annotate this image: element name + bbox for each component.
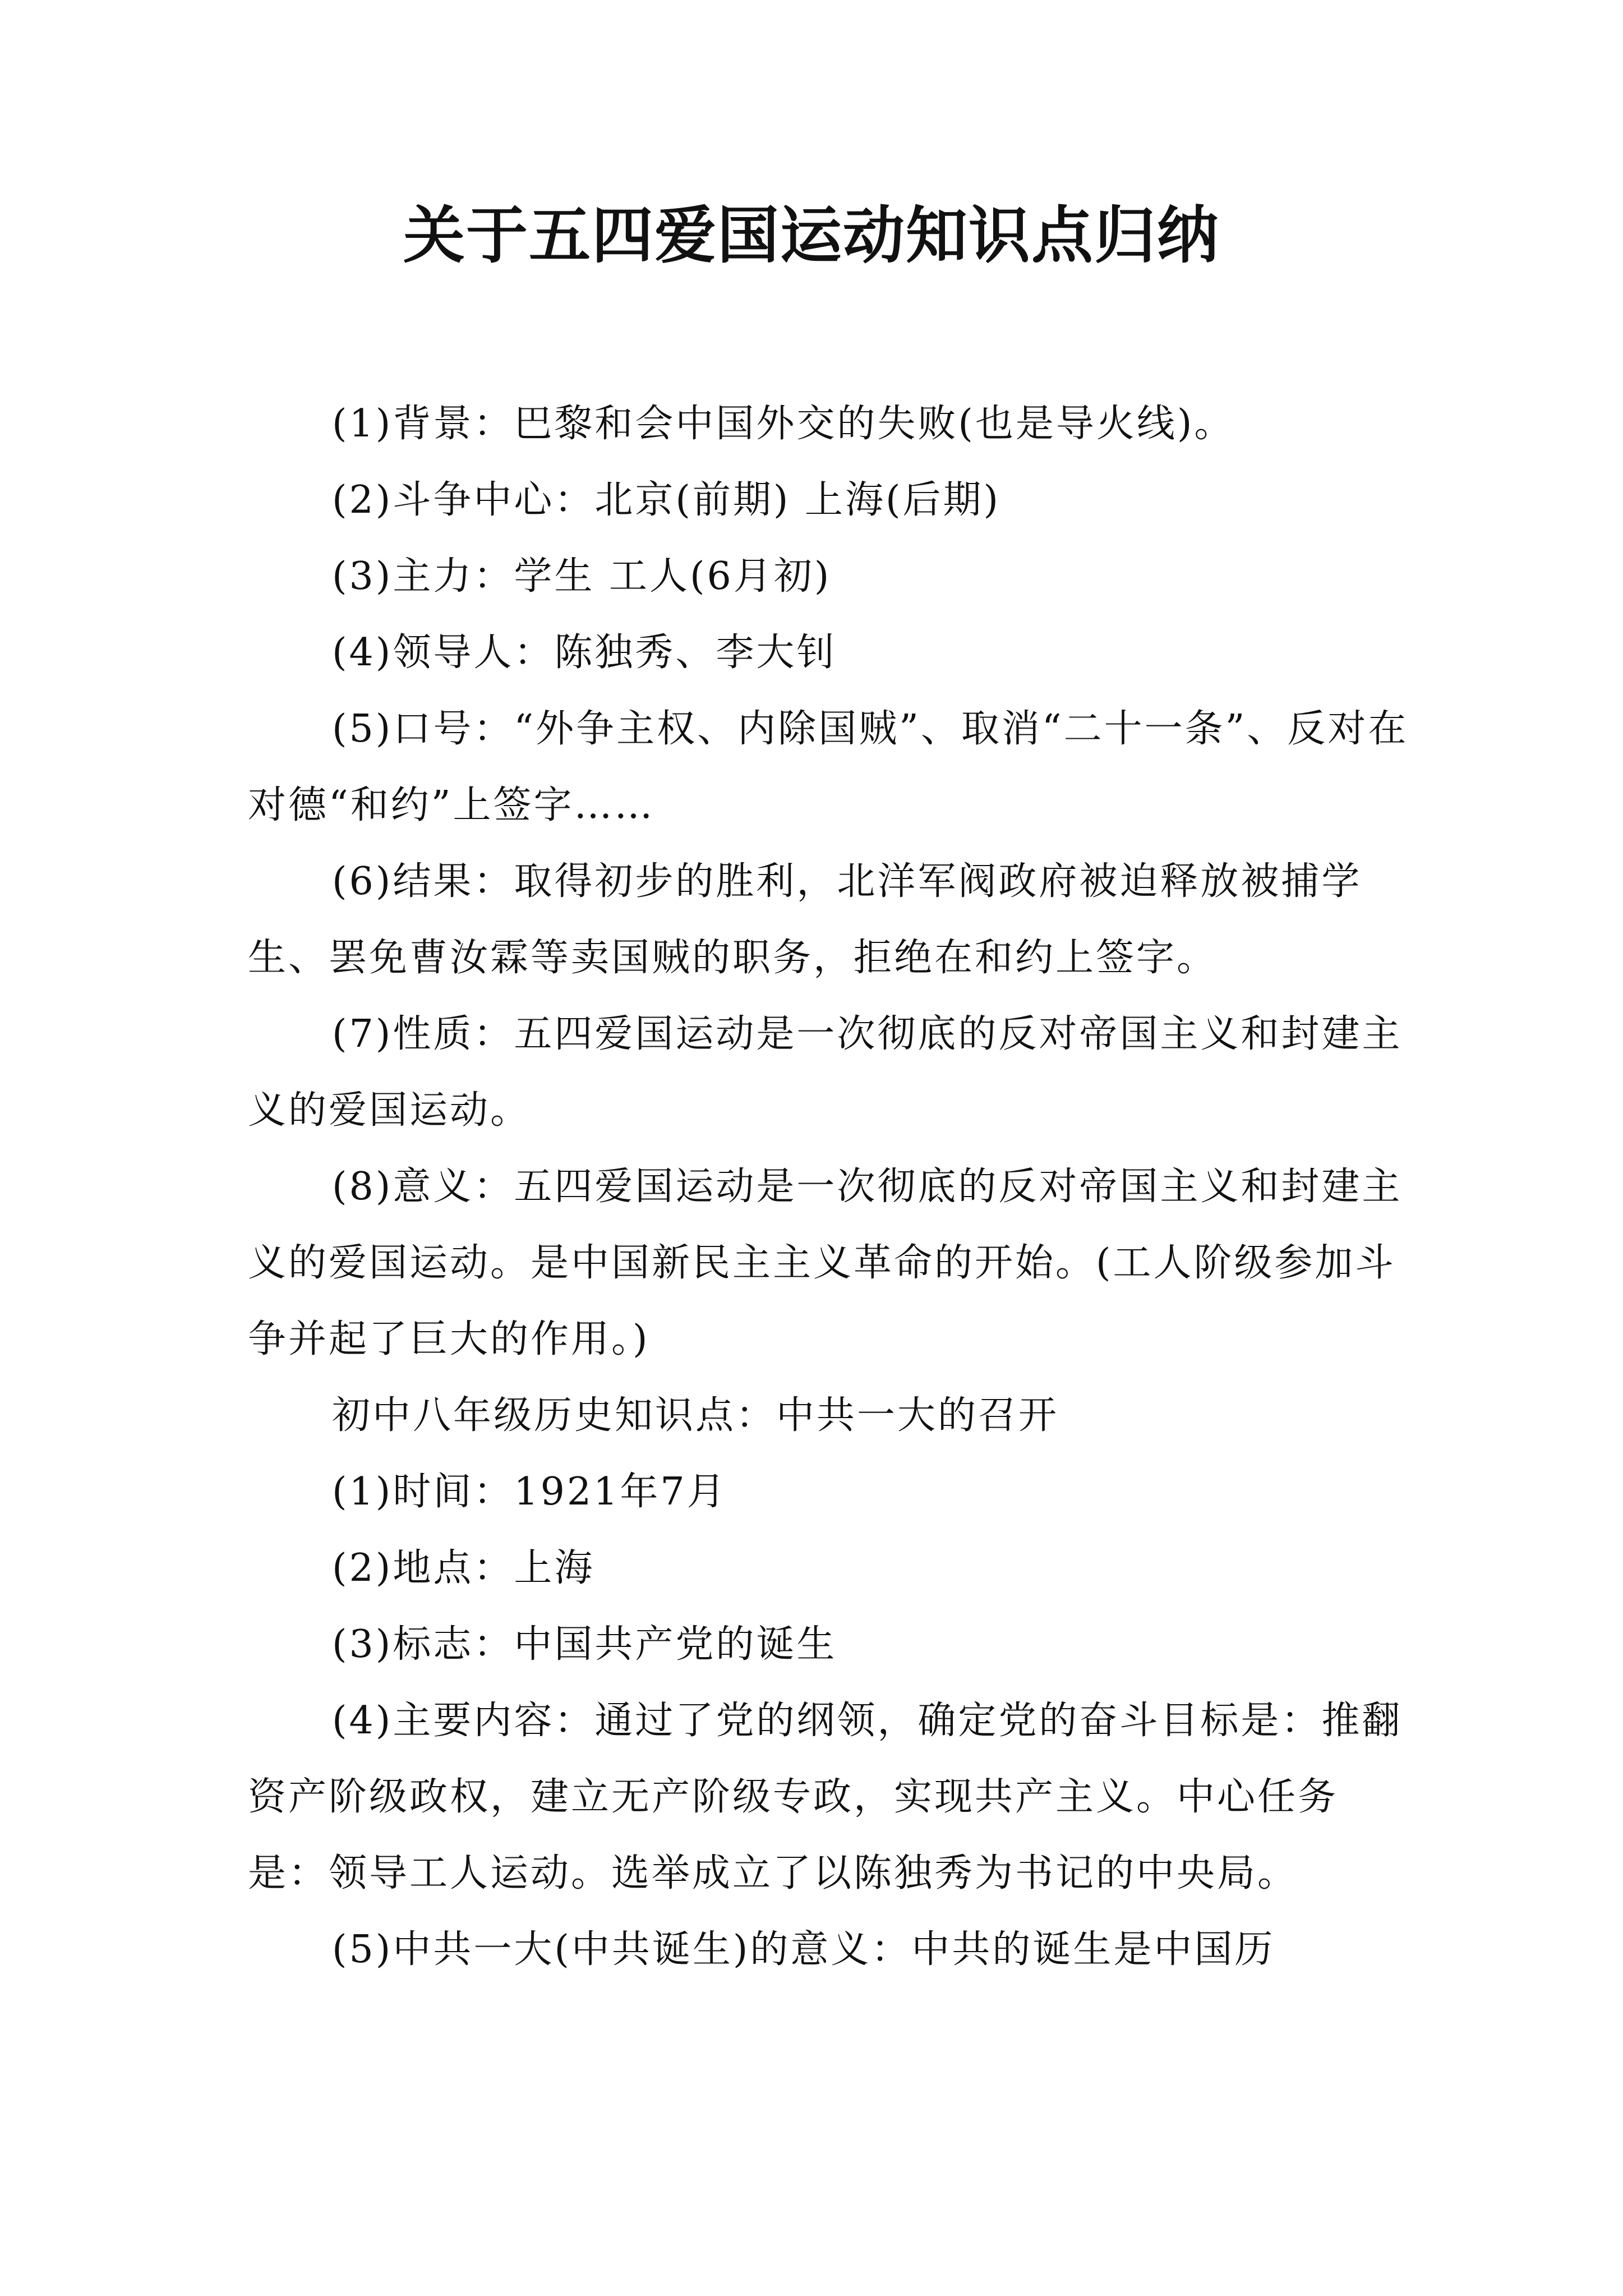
paragraph-main-force: (3)主力：学生 工人(6月初) <box>332 554 832 599</box>
paragraph-nature: (7)性质：五四爱国运动是一次彻底的反对帝国主义和封建主义的爱国运动。 <box>248 1012 1403 1133</box>
document-body <box>248 386 1409 1988</box>
document-title: 关于五四爱国运动知识点归纳 <box>403 200 1220 272</box>
paragraph-significance: (8)意义：五四爱国运动是一次彻底的反对帝国主义和封建主义的爱国运动。是中国新民主主义革命的开始。(工人阶级参加斗争并起了巨大的作用。) <box>248 1165 1403 1361</box>
paragraph-struggle-center: (2)斗争中心：北京(前期) 上海(后期) <box>332 478 1001 522</box>
paragraph-background: (1)背景：巴黎和会中国外交的失败(也是导火线)。 <box>332 402 1235 446</box>
paragraph-slogans: (5)口号：“外争主权、内除国贼”、取消“二十一条”、反对在对德“和约”上签字…… <box>248 707 1409 827</box>
paragraph-section-heading: 初中八年级历史知识点：中共一大的召开 <box>332 1393 1059 1438</box>
paragraph-leaders: (4)领导人：陈独秀、李大钊 <box>332 631 837 675</box>
paragraph-result: (6)结果：取得初步的胜利，北洋军阀政府被迫释放被捕学生、罢免曹汝霖等卖国贼的职务，拒绝在和约上签字。 <box>248 859 1362 980</box>
paragraph-location: (2)地点：上海 <box>332 1546 595 1590</box>
paragraph-main-content: (4)主要内容：通过了党的纲领，确定党的奋斗目标是：推翻资产阶级政权，建立无产阶级专政，实现共产主义。中心任务是：领导工人运动。选举成立了以陈独秀为书记的中央局。 <box>248 1699 1403 1895</box>
paragraph-time: (1)时间：1921年7月 <box>332 1470 727 1514</box>
paragraph-marker: (3)标志：中国共产党的诞生 <box>332 1622 837 1667</box>
paragraph-meaning: (5)中共一大(中共诞生)的意义：中共的诞生是中国历 <box>332 1927 1275 1972</box>
